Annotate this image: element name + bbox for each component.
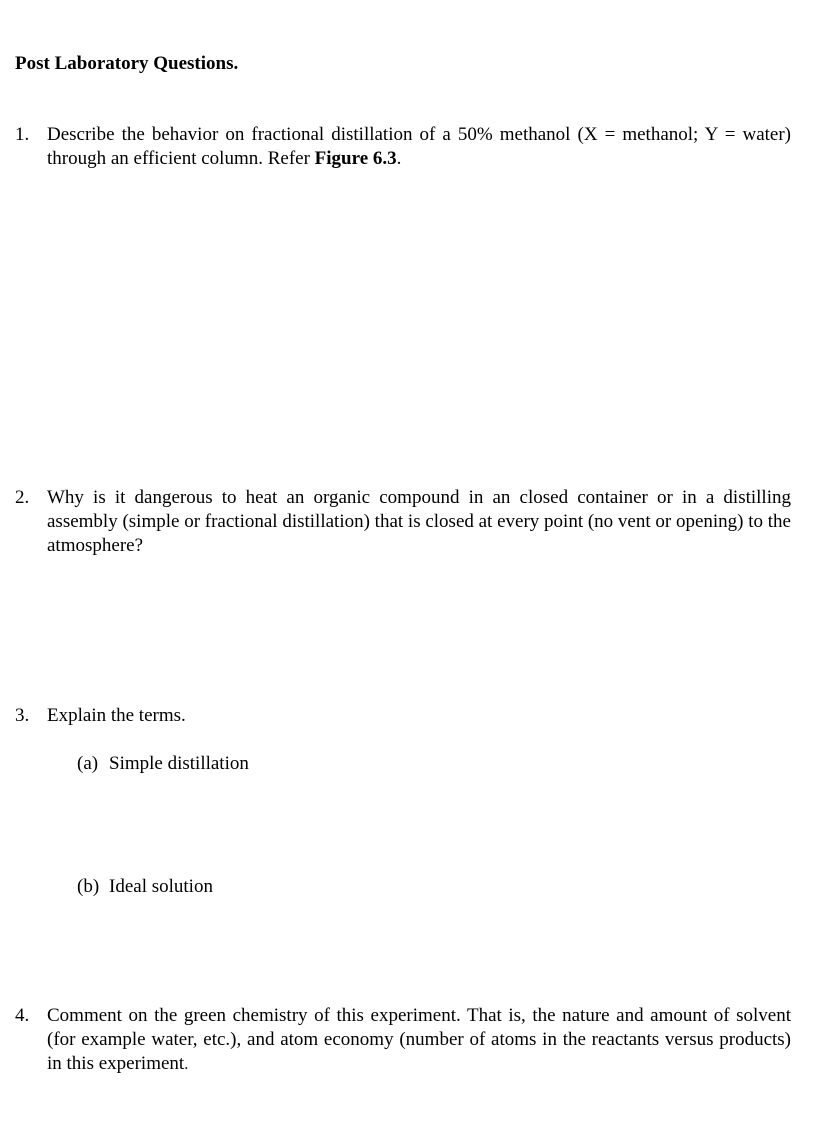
question-text: Comment on the green chemistry of this experiment. That is, the nature and amount of solvent (for example water, etc.), and atom economy (number of atoms in the reactants versus products) in this experiment. [47, 1005, 791, 1074]
part-text: Simple distillation [109, 753, 249, 774]
question-number: 3. [15, 705, 30, 726]
part-text: Ideal solution [109, 876, 213, 897]
question-number: 1. [15, 124, 30, 145]
part-label: (a) [77, 753, 99, 774]
question-3-part-b [77, 875, 213, 899]
question-4 [15, 1004, 791, 1077]
question-text: Explain the terms. [47, 705, 186, 726]
question-3-part-a [77, 752, 249, 776]
page-title: Post Laboratory Questions. [15, 53, 239, 74]
question-3 [15, 704, 791, 728]
question-number: 4. [15, 1005, 30, 1026]
question-1 [15, 123, 791, 171]
figure-reference: Figure 6.3 [314, 148, 397, 169]
question-text: Describe the behavior on fractional distillation of a 50% methanol (X = methanol; Y = water) through an efficient column. Refer Figure 6.3. [47, 124, 791, 169]
question-2 [15, 486, 791, 558]
part-label: (b) [77, 876, 100, 897]
question-number: 2. [15, 487, 30, 508]
question-text: Why is it dangerous to heat an organic compound in an closed container or in a distilling assembly (simple or fractional distillation) that is closed at every point (no vent or opening) to the atmosphere? [47, 487, 791, 556]
